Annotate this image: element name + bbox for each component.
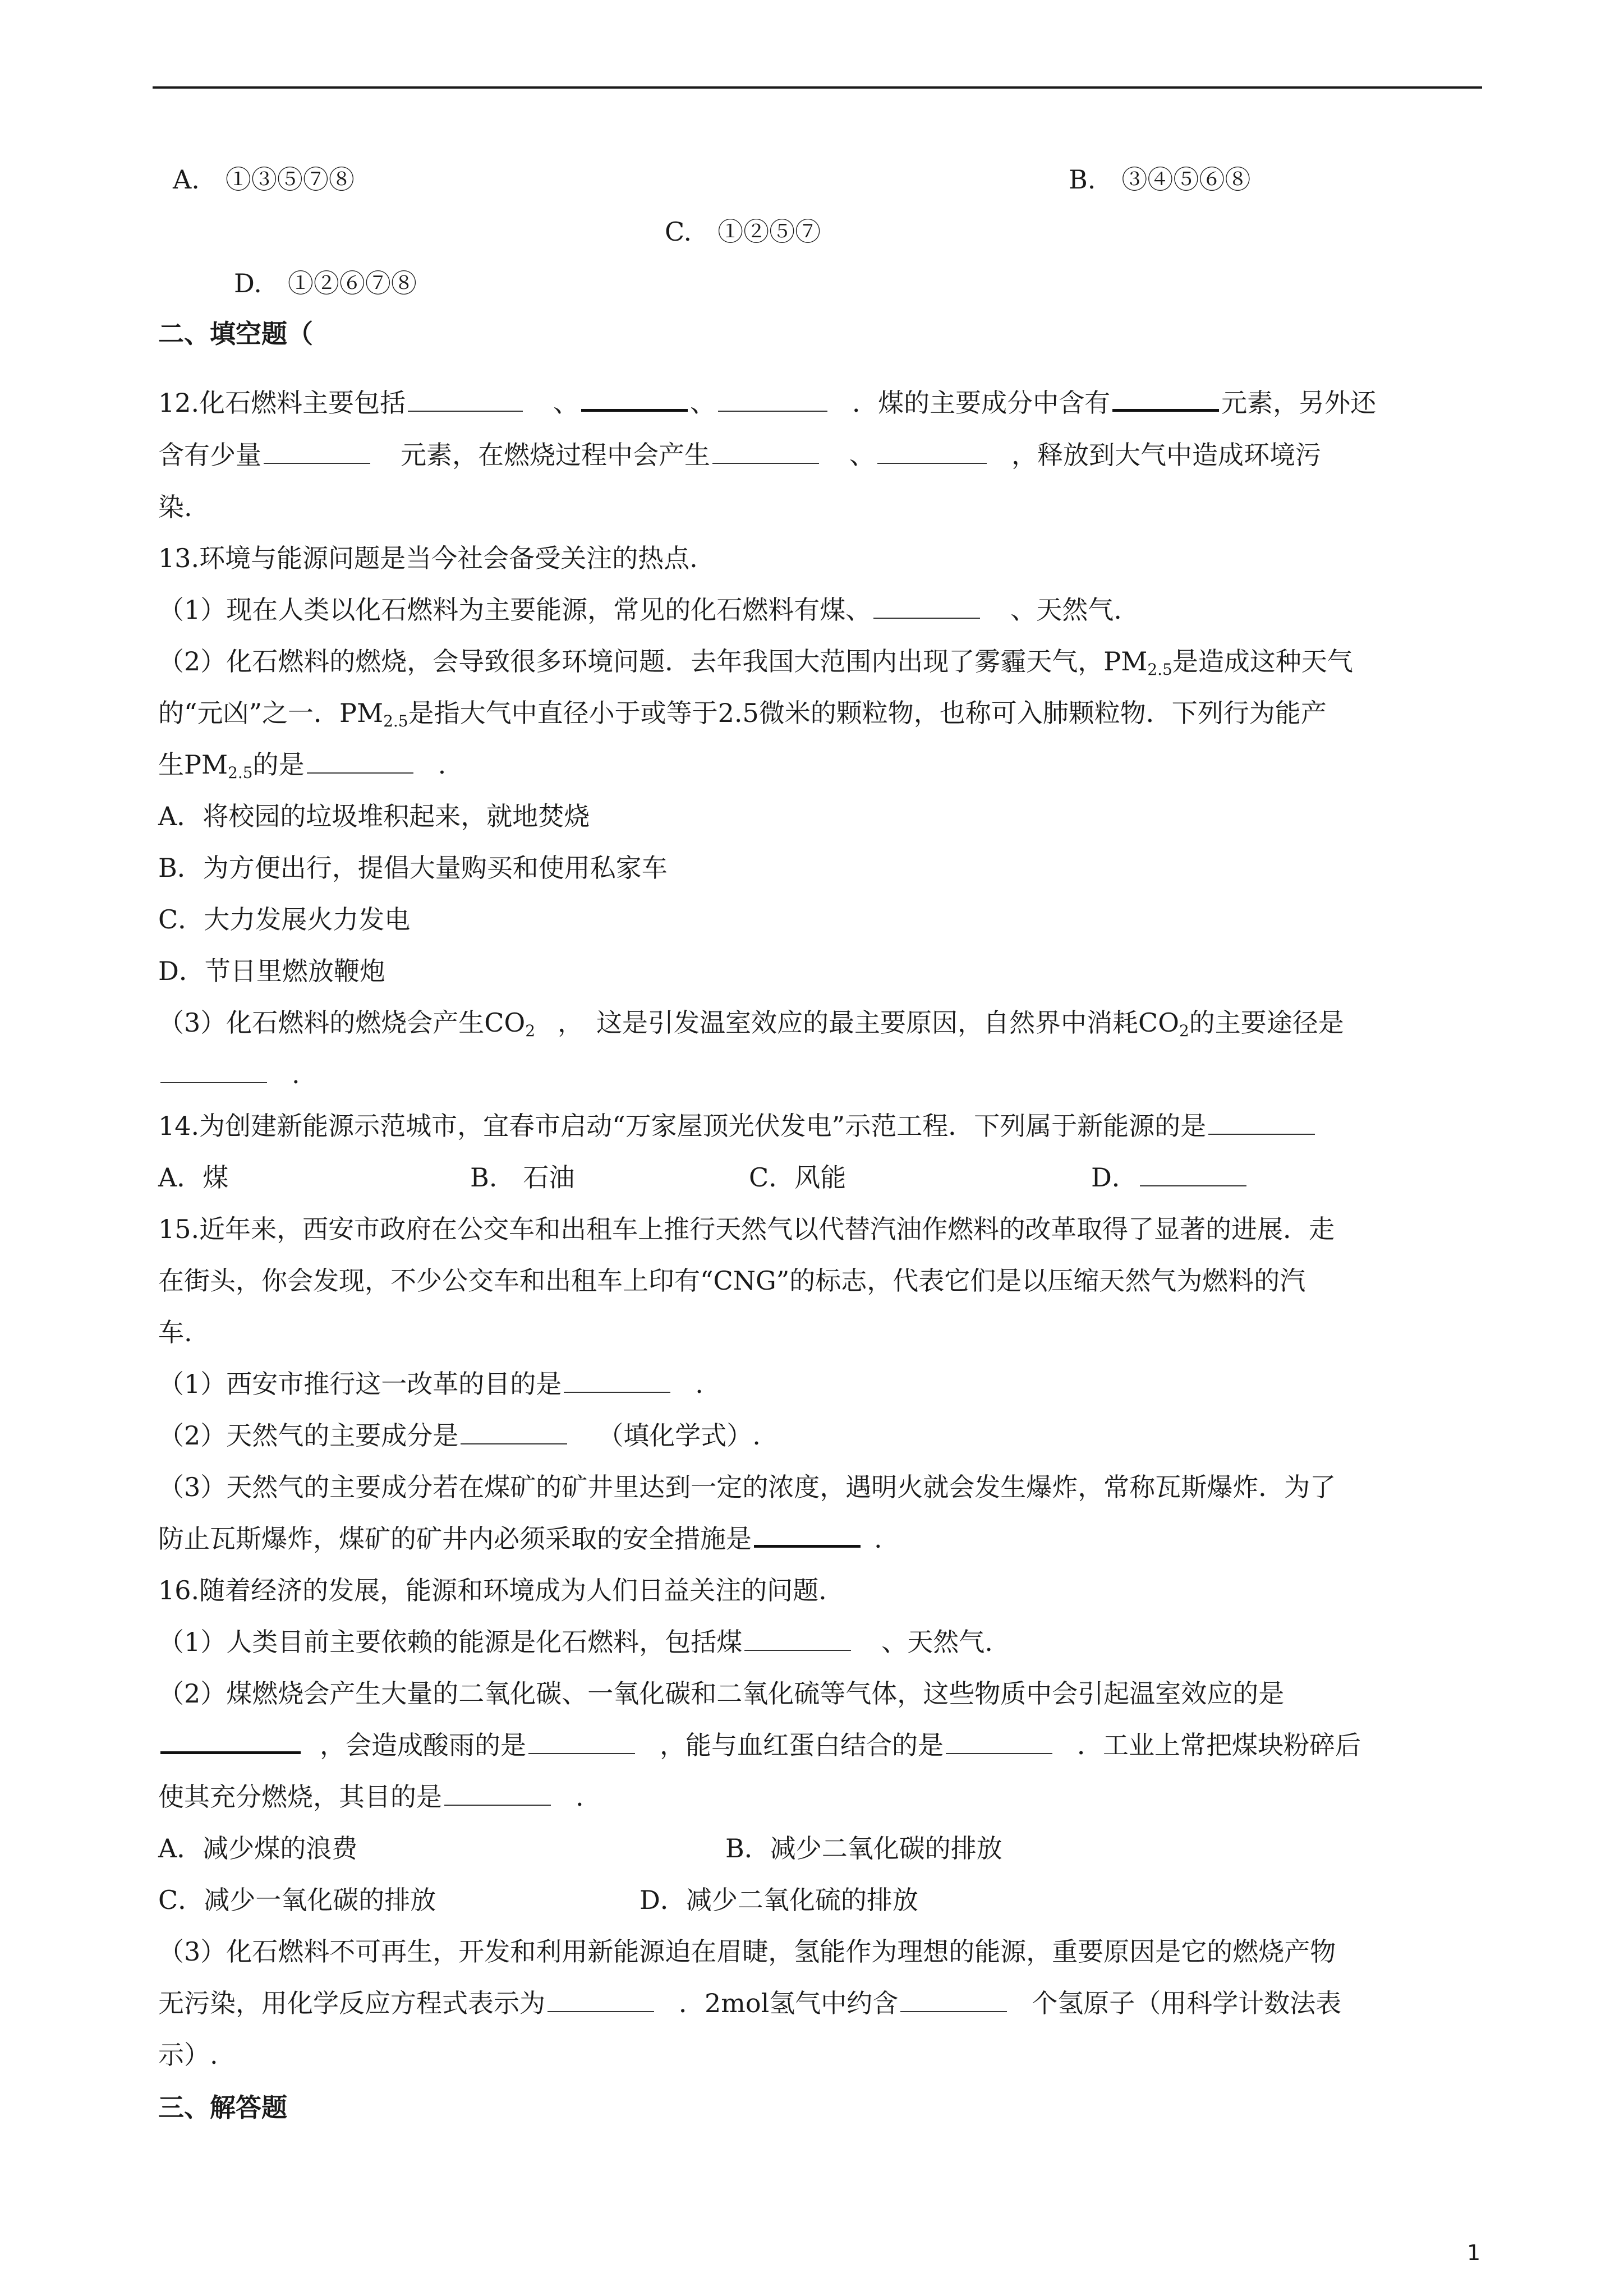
q16-option-b: B．减少二氧化碳的排放	[725, 1833, 1002, 1864]
q12-blank-7[interactable]	[877, 463, 987, 464]
q14-option-c: C．风能	[749, 1162, 846, 1193]
q16-option-c: C．减少一氧化碳的排放	[158, 1885, 436, 1915]
q12-line-1: 12.化石燃料主要包括 、 、 ．煤的主要成分中含有 元素，另外还	[158, 388, 1377, 418]
section-fill-blank-heading: 二、填空题（	[158, 319, 313, 349]
q13-part-3-line-1: （3）化石燃料的燃烧会产生$CO_2$ ， 这是引发温室效应的最主要原因，自然界中消耗$CO_2$的主要途径是	[158, 1007, 1344, 1040]
section-answer-heading: 三、解答题	[158, 2092, 287, 2123]
q16-option-a: A．减少煤的浪费	[158, 1833, 358, 1864]
q16-part-3-line-2: 无污染，用化学反应方程式表示为 ．2mol氢气中约含 个氢原子（用科学计数法表	[158, 1988, 1342, 2018]
q16-part-3-line-3: 示）.	[158, 2040, 218, 2070]
q16-option-d: D．减少二氧化硫的排放	[640, 1885, 918, 1915]
q15-blank-3[interactable]	[754, 1545, 861, 1548]
q14-option-b: B. 石油	[470, 1162, 575, 1193]
q11-option-c: C. ①②⑤⑦	[665, 217, 821, 247]
q13-option-b: B．为方便出行，提倡大量购买和使用私家车	[158, 853, 668, 883]
q13-stem: 13.环境与能源问题是当今社会备受关注的热点.	[158, 543, 698, 573]
q12-blank-1[interactable]	[408, 411, 523, 412]
q13-part-2-line-3: 生$PM_{2.5}$的是 .	[158, 749, 447, 782]
q12-line-2: 含有少量 元素，在燃烧过程中会产生 、 ，释放到大气中造成环境污	[158, 440, 1321, 470]
q16-blank-5[interactable]	[444, 1805, 551, 1806]
q16-part-2-line-1: （2）煤燃烧会产生大量的二氧化碳、一氧化碳和二氧化硫等气体，这些物质中会引起温室效应的是	[158, 1678, 1285, 1709]
q13-option-a: A．将校园的垃圾堆积起来，就地焚烧	[158, 801, 590, 831]
q15-part-2: （2）天然气的主要成分是 （填化学式）.	[158, 1420, 761, 1451]
q11-option-a: A. ①③⑤⑦⑧	[173, 164, 355, 195]
q15-part-1: （1）西安市推行这一改革的目的是 .	[158, 1369, 703, 1399]
q15-stem-line-3: 车.	[158, 1317, 192, 1347]
q16-blank-3[interactable]	[528, 1753, 635, 1754]
q16-part-2-line-2: ，会造成酸雨的是 ，能与血红蛋白结合的是 ．工业上常把煤块粉碎后	[158, 1728, 1361, 1762]
q16-blank-6[interactable]	[548, 2011, 654, 2012]
q11-option-b: B. ③④⑤⑥⑧	[1069, 164, 1251, 195]
q16-part-3-line-1: （3）化石燃料不可再生，开发和利用新能源迫在眉睫，氢能作为理想的能源，重要原因是它的燃烧产物	[158, 1936, 1336, 1967]
q12-blank-4[interactable]	[1112, 409, 1219, 412]
q13-part-2-line-2: 的“元凶”之一．$PM_{2.5}$是指大气中直径小于或等于2.5微米的颗粒物，也称可入肺颗粒物．下列行为能产	[158, 698, 1327, 730]
q13-part-3-line-2: .	[158, 1057, 300, 1091]
header-rule	[153, 86, 1482, 89]
q14-blank-1[interactable]	[1208, 1134, 1315, 1135]
q15-part-3-line-1: （3）天然气的主要成分若在煤矿的矿井里达到一定的浓度，遇明火就会发生爆炸，常称瓦斯爆炸．为了	[158, 1472, 1336, 1502]
q13-blank-3[interactable]	[160, 1082, 267, 1083]
q14-option-a: A．煤	[158, 1162, 229, 1193]
q13-option-c: C．大力发展火力发电	[158, 904, 411, 935]
q15-blank-1[interactable]	[564, 1392, 670, 1393]
q14-blank-2[interactable]	[1140, 1185, 1246, 1186]
q16-part-2-line-3: 使其充分燃烧，其目的是 .	[158, 1782, 584, 1812]
page-number: 1	[1467, 2240, 1481, 2265]
q15-stem-line-1: 15.近年来，西安市政府在公交车和出租车上推行天然气以代替汽油作燃料的改革取得了显著的进展．走	[158, 1214, 1335, 1244]
q16-stem: 16.随着经济的发展，能源和环境成为人们日益关注的问题.	[158, 1575, 827, 1605]
q16-blank-2[interactable]	[160, 1751, 301, 1754]
q13-option-d: D．节日里燃放鞭炮	[158, 956, 385, 986]
q16-blank-7[interactable]	[900, 2011, 1007, 2012]
q13-part-1: （1）现在人类以化石燃料为主要能源，常见的化石燃料有煤、 、天然气.	[158, 595, 1122, 625]
q12-blank-5[interactable]	[264, 463, 370, 464]
q13-part-2-line-1: （2）化石燃料的燃烧，会导致很多环境问题．去年我国大范围内出现了雾霾天气，$PM_{2.5}$是造成这种天气	[158, 646, 1353, 679]
q16-blank-4[interactable]	[946, 1753, 1052, 1754]
q12-blank-2[interactable]	[581, 409, 688, 412]
q15-blank-2[interactable]	[461, 1443, 567, 1444]
q11-option-d: D. ①②⑥⑦⑧	[234, 268, 417, 298]
q14-stem: 14.为创建新能源示范城市，宜春市启动“万家屋顶光伏发电”示范工程．下列属于新能源的是	[158, 1109, 1317, 1143]
q15-part-3-line-2: 防止瓦斯爆炸，煤矿的矿井内必须采取的安全措施是 .	[158, 1524, 882, 1554]
q14-option-d: D．	[1091, 1161, 1249, 1194]
q16-blank-1[interactable]	[744, 1650, 851, 1651]
q16-part-1: （1）人类目前主要依赖的能源是化石燃料，包括煤 、天然气.	[158, 1627, 993, 1657]
q15-stem-line-2: 在街头，你会发现，不少公交车和出租车上印有“CNG”的标志，代表它们是以压缩天然气为燃料的汽	[158, 1266, 1306, 1296]
q13-blank-2[interactable]	[307, 772, 413, 774]
q12-blank-6[interactable]	[712, 463, 819, 464]
q12-blank-3[interactable]	[718, 411, 827, 412]
q13-blank-1[interactable]	[873, 618, 980, 619]
q12-line-3: 染.	[158, 492, 192, 522]
